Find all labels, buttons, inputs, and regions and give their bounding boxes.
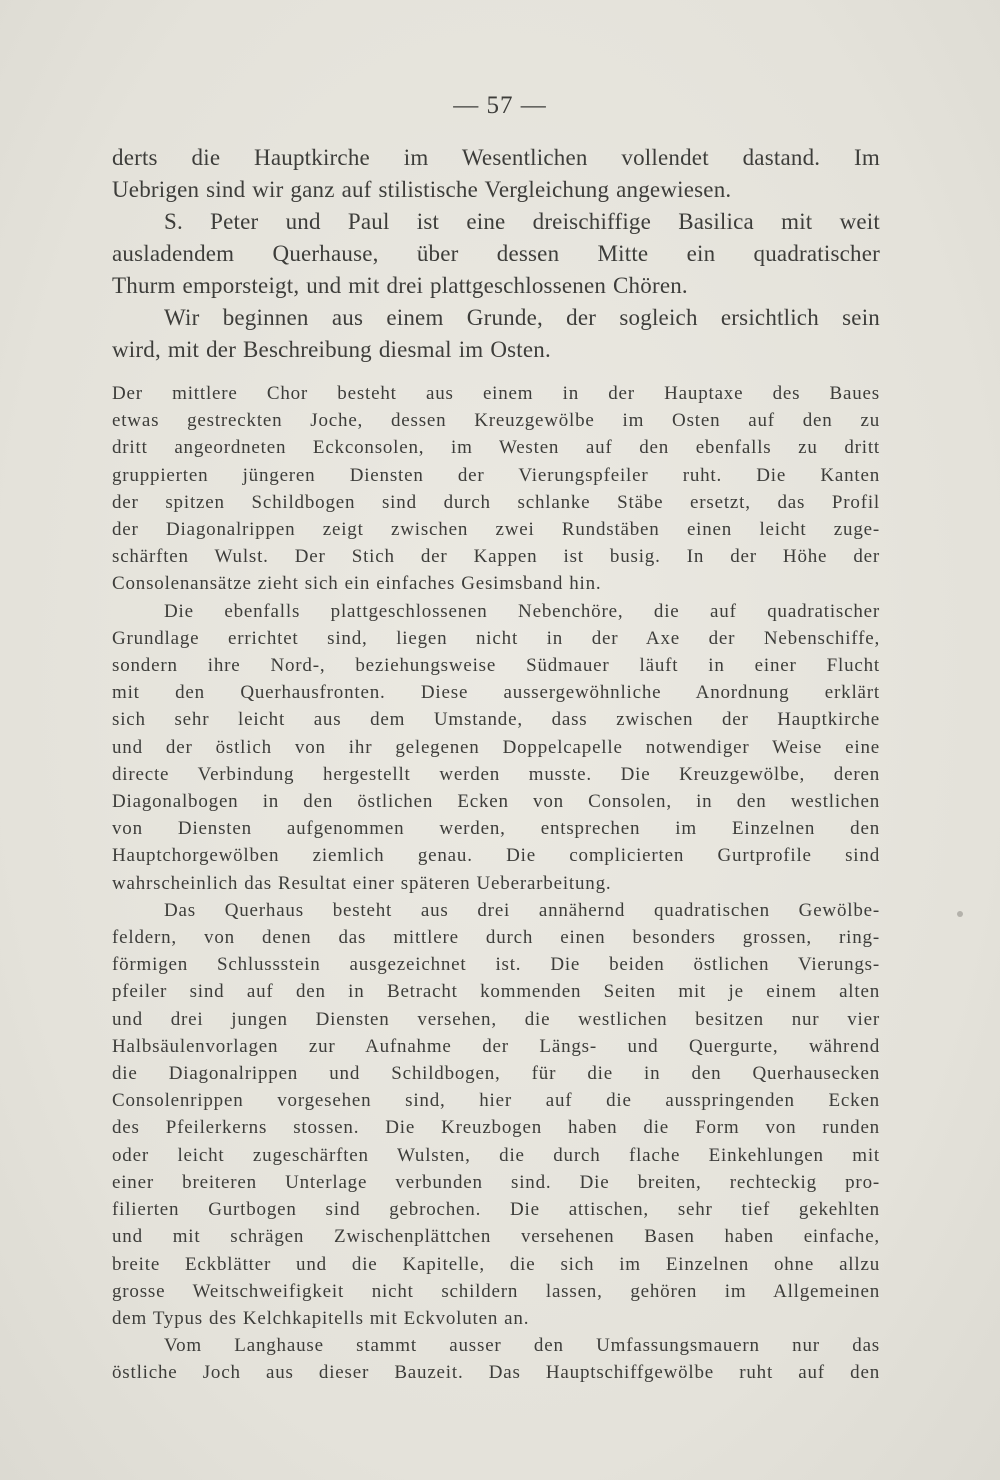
text-line: Diagonalbogen in den östlichen Ecken von Consolen, in den westlichen xyxy=(112,791,880,813)
text-line: förmigen Schlussstein ausgezeichnet ist. Die beiden östlichen Vierungs- xyxy=(112,954,880,976)
text-line: sondern ihre Nord-, beziehungsweise Südmauer läuft in einer Flucht xyxy=(112,655,880,677)
text-line: einer breiteren Unterlage verbunden sind. Die breiten, rechteckig pro- xyxy=(112,1171,880,1193)
text-line: mit den Querhausfronten. Diese aussergewöhnliche Anordnung erklärt xyxy=(112,682,880,704)
text-line: breite Eckblätter und die Kapitelle, die sich im Einzelnen ohne allzu xyxy=(112,1253,880,1275)
text-line: directe Verbindung hergestellt werden musste. Die Kreuzgewölbe, deren xyxy=(112,763,880,785)
text-line: derts die Hauptkirche im Wesentlichen vollendet dastand. Im xyxy=(112,145,880,170)
paragraph xyxy=(112,598,880,897)
text-line: der Diagonalrippen zeigt zwischen zwei Rundstäben einen leicht zuge- xyxy=(112,519,880,541)
large-text-section xyxy=(112,142,880,366)
text-line: grosse Weitschweifigkeit nicht schildern lassen, gehören im Allgemeinen xyxy=(112,1280,880,1302)
page-number: — 57 — xyxy=(453,92,547,119)
text-line: schärften Wulst. Der Stich der Kappen ist busig. In der Höhe der xyxy=(112,546,880,568)
text-line: der spitzen Schildbogen sind durch schlanke Stäbe ersetzt, das Profil xyxy=(112,491,880,513)
text-line: Wir beginnen aus einem Grunde, der sogleich ersichtlich sein xyxy=(164,305,880,330)
text-line: sich sehr leicht aus dem Umstande, dass zwischen der Hauptkirche xyxy=(112,709,880,731)
text-line: dritt angeordneten Eckconsolen, im Westen auf den ebenfalls zu dritt xyxy=(112,437,880,459)
text-line: und mit schrägen Zwischenplättchen versehenen Basen haben einfache, xyxy=(112,1226,880,1248)
text-line: Hauptchorgewölben ziemlich genau. Die complicierten Gurtprofile sind xyxy=(112,845,880,867)
text-line: S. Peter und Paul ist eine dreischiffige Basilica mit weit xyxy=(164,209,880,234)
ink-spot xyxy=(957,911,963,917)
paragraph xyxy=(112,206,880,302)
text-line: Uebrigen sind wir ganz auf stilistische Vergleichung angewiesen. xyxy=(112,177,732,202)
text-line: feldern, von denen das mittlere durch einen besonders grossen, ring- xyxy=(112,927,880,949)
text-line: gruppierten jüngeren Diensten der Vierungspfeiler ruht. Die Kanten xyxy=(112,464,880,486)
text-line: filierten Gurtbogen sind gebrochen. Die attischen, sehr tief gekehlten xyxy=(112,1199,880,1221)
text-line: Die ebenfalls plattgeschlossenen Nebenchöre, die auf quadratischer xyxy=(164,600,880,622)
paragraph xyxy=(112,897,880,1332)
text-line: pfeiler sind auf den in Betracht kommenden Seiten mit je einem alten xyxy=(112,981,880,1003)
paragraph xyxy=(112,380,880,598)
text-line: und der östlich von ihr gelegenen Doppelcapelle notwendiger Weise eine xyxy=(112,736,880,758)
text-line: ausladendem Querhause, über dessen Mitte ein quadratischer xyxy=(112,241,880,266)
text-line: von Diensten aufgenommen werden, entsprechen im Einzelnen den xyxy=(112,818,880,840)
paragraph xyxy=(112,142,880,206)
paragraph xyxy=(112,302,880,366)
text-line: Consolenansätze zieht sich ein einfaches Gesimsband hin. xyxy=(112,573,602,595)
text-line: dem Typus des Kelchkapitells mit Eckvoluten an. xyxy=(112,1307,530,1329)
text-line: des Pfeilerkerns stossen. Die Kreuzbogen haben die Form von runden xyxy=(112,1117,880,1139)
text-line: Consolenrippen vorgesehen sind, hier auf die ausspringenden Ecken xyxy=(112,1090,880,1112)
text-line: Thurm emporsteigt, und mit drei plattgeschlossenen Chören. xyxy=(112,273,688,298)
text-line: Das Querhaus besteht aus drei annähernd quadratischen Gewölbe- xyxy=(164,899,880,921)
text-line: wahrscheinlich das Resultat einer späteren Ueberarbeitung. xyxy=(112,872,612,894)
text-line: Vom Langhause stammt ausser den Umfassungsmauern nur das xyxy=(164,1335,880,1357)
text-line: etwas gestreckten Joche, dessen Kreuzgewölbe im Osten auf den zu xyxy=(112,410,880,432)
text-line: oder leicht zugeschärften Wulsten, die durch flache Einkehlungen mit xyxy=(112,1144,880,1166)
text-line: östliche Joch aus dieser Bauzeit. Das Hauptschiffgewölbe ruht auf den xyxy=(112,1362,880,1384)
text-line: Halbsäulenvorlagen zur Aufnahme der Längs- und Quergurte, während xyxy=(112,1035,880,1057)
paragraph xyxy=(112,1332,880,1386)
text-line: und drei jungen Diensten versehen, die westlichen besitzen nur vier xyxy=(112,1008,880,1030)
small-text-section xyxy=(112,380,880,1387)
text-line: wird, mit der Beschreibung diesmal im Osten. xyxy=(112,337,551,362)
text-line: die Diagonalrippen und Schildbogen, für die in den Querhausecken xyxy=(112,1063,880,1085)
text-line: Der mittlere Chor besteht aus einem in der Hauptaxe des Baues xyxy=(112,383,880,404)
text-line: Grundlage errichtet sind, liegen nicht in der Axe der Nebenschiffe, xyxy=(112,627,880,649)
